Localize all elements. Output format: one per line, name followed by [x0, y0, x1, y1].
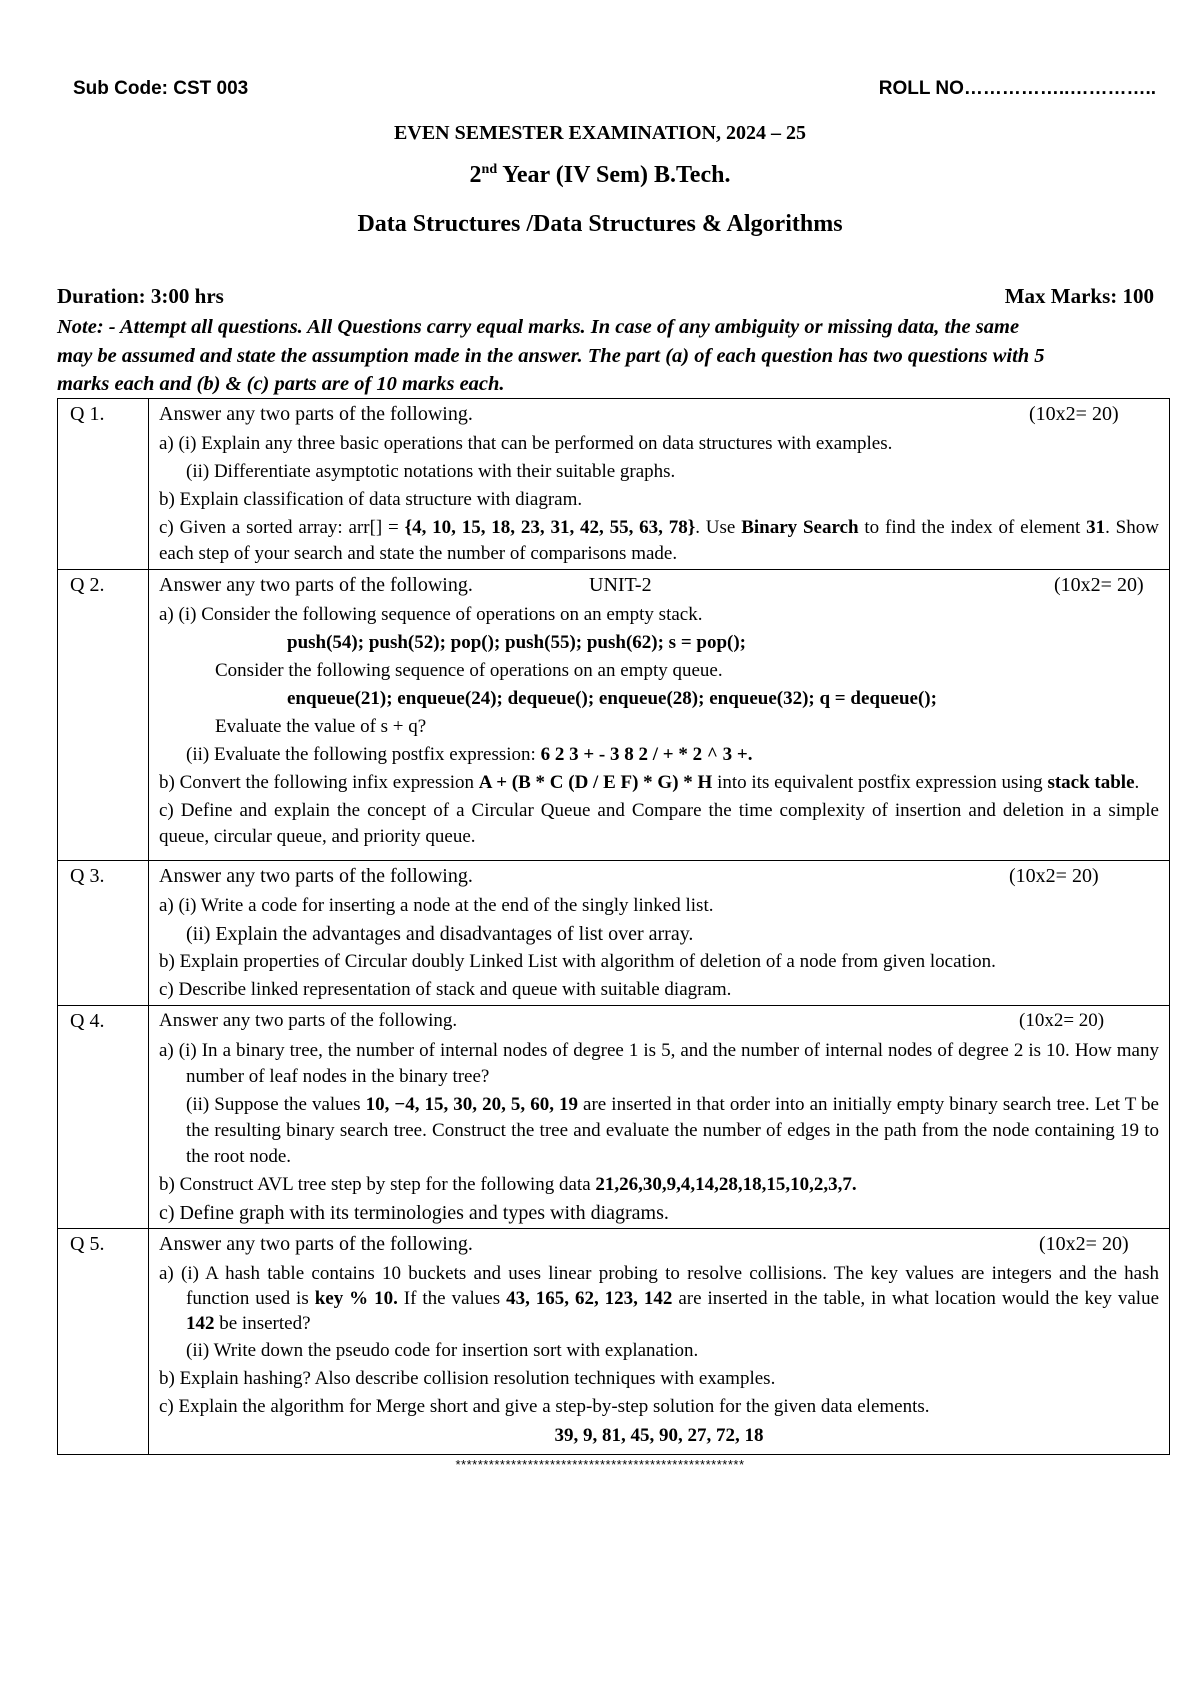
array-values: {4, 10, 15, 18, 23, 31, 42, 55, 63, 78} — [404, 517, 696, 538]
roll-no: ROLL NO……………..………….. — [878, 78, 1156, 99]
bold-term: 31 — [1086, 517, 1106, 538]
question-row — [58, 1229, 1170, 1455]
postfix-expression: 6 2 3 + - 3 8 2 / + * 2 ^ 3 +. — [540, 744, 753, 765]
end-marker: **************************************************** — [455, 1457, 745, 1472]
bold-term: stack table — [1047, 772, 1135, 793]
year-title — [0, 162, 1200, 189]
text-run: . Show each step of your search and state the number of comparisons made. — [159, 517, 1159, 564]
question-body — [149, 1006, 1170, 1229]
question-row — [58, 861, 1170, 1006]
part-a-i: a) (i) Consider the following sequence of operations on an empty stack. — [159, 604, 703, 625]
question-number: Q 3. — [58, 861, 149, 1006]
text-run: . — [1134, 772, 1140, 793]
max-marks: Max Marks: 100 — [1004, 284, 1154, 308]
part-c: c) Describe linked representation of stack and queue with suitable diagram. — [159, 979, 732, 1000]
instruction-text: Answer any two parts of the following. — [159, 1233, 473, 1255]
question-table — [57, 398, 1170, 1455]
part-a-i — [159, 1261, 1159, 1336]
exam-meta — [57, 284, 1154, 309]
sub-code: Sub Code: CST 003 — [73, 78, 249, 99]
question-row — [58, 570, 1170, 861]
question-body — [149, 861, 1170, 1006]
text-run: are inserted in the table, in what location would the key value — [672, 1288, 1160, 1309]
question-body — [149, 399, 1170, 570]
merge-sort-data: 39, 9, 81, 45, 90, 27, 72, 18 — [554, 1425, 764, 1446]
part-a-ii — [159, 742, 1159, 768]
question-number: Q 2. — [58, 570, 149, 861]
text-run: be inserted? — [214, 1313, 311, 1334]
part-c: c) Explain the algorithm for Merge short and give a step-by-step solution for the given data elements. — [159, 1396, 930, 1417]
question-number: Q 5. — [58, 1229, 149, 1455]
part-a-i: a) (i) In a binary tree, the number of internal nodes of degree 1 is 5, and the number of internal nodes of degree 2 is 10. How many number of leaf nodes in the binary tree? — [159, 1040, 1159, 1087]
unit-label: UNIT-2 — [589, 574, 652, 596]
text-run: c) Given a sorted array: arr[] = — [159, 517, 405, 538]
year-rest: Year (IV Sem) B.Tech. — [497, 162, 731, 188]
part-a-i: a) (i) Write a code for inserting a node at the end of the singly linked list. — [159, 895, 714, 916]
part-b: b) Explain classification of data structure with diagram. — [159, 489, 583, 510]
subject-title: Data Structures /Data Structures & Algorithms — [357, 211, 843, 237]
question-row — [58, 399, 1170, 570]
part-c: c) Define graph with its terminologies and types with diagrams. — [159, 1202, 669, 1224]
question-body — [149, 1229, 1170, 1455]
instruction-text: Answer any two parts of the following. — [159, 574, 473, 596]
bold-term: Binary Search — [741, 517, 859, 538]
part-a-ii: (ii) Differentiate asymptotic notations with their suitable graphs. — [186, 461, 676, 482]
year-suffix: nd — [481, 162, 498, 177]
text-run: (ii) Suppose the values — [186, 1094, 366, 1115]
text-run: are inserted in that order into an initially empty binary search tree. Let T be the resulting binary search tree. Construct the tree and evaluate the number of edges in the path from the node containing 19 to the root node. — [186, 1094, 1159, 1167]
queue-operations: enqueue(21); enqueue(24); dequeue(); enqueue(28); enqueue(32); q = dequeue(); — [287, 688, 937, 709]
text-run: b) Construct AVL tree step by step for the following data — [159, 1174, 596, 1195]
part-c: c) Define and explain the concept of a Circular Queue and Compare the time complexity of insertion and deletion in a simple queue, circular queue, and priority queue. — [159, 800, 1159, 847]
year-number: 2 — [469, 162, 482, 188]
text-run: . Use — [695, 517, 742, 538]
marks-label: (10x2= 20) — [1054, 574, 1144, 596]
marks-label: (10x2= 20) — [1019, 1010, 1105, 1031]
queue-intro: Consider the following sequence of operations on an empty queue. — [215, 660, 723, 681]
question-instruction — [159, 399, 1159, 429]
part-b — [159, 770, 1159, 796]
instruction-text: Answer any two parts of the following. — [159, 865, 473, 887]
bst-values: 10, −4, 15, 30, 20, 5, 60, 19 — [365, 1094, 578, 1115]
part-a-i: a) (i) Explain any three basic operations that can be performed on data structures with examples. — [159, 433, 893, 454]
text-run: b) Convert the following infix expression — [159, 772, 479, 793]
hash-function: key % 10. — [314, 1288, 398, 1309]
part-a-ii: (ii) Write down the pseudo code for insertion sort with explanation. — [186, 1340, 699, 1361]
question-number: Q 1. — [58, 399, 149, 570]
hash-values: 43, 165, 62, 123, 142 — [506, 1288, 673, 1309]
bold-term: 142 — [186, 1313, 215, 1334]
question-instruction — [159, 861, 1159, 891]
marks-label: (10x2= 20) — [1029, 403, 1119, 425]
question-instruction — [159, 1229, 1159, 1259]
marks-label: (10x2= 20) — [1009, 865, 1099, 887]
part-b — [159, 1172, 1159, 1198]
infix-expression: A + (B * C (D / E F) * G) * H — [478, 772, 713, 793]
text-run: to find the index of element — [858, 517, 1087, 538]
text-run: If the values — [397, 1288, 507, 1309]
duration: Duration: 3:00 hrs — [57, 284, 224, 308]
instruction-text: Answer any two parts of the following. — [159, 1010, 458, 1031]
evaluate-prompt: Evaluate the value of s + q? — [215, 716, 427, 737]
avl-values: 21,26,30,9,4,14,28,18,15,10,2,3,7. — [595, 1174, 857, 1195]
question-row — [58, 1006, 1170, 1229]
question-instruction — [159, 570, 1159, 600]
question-body — [149, 570, 1170, 861]
question-number: Q 4. — [58, 1006, 149, 1229]
part-c — [159, 515, 1159, 567]
text-run: a) (i) A hash table contains 10 buckets and uses linear probing to resolve collisions. The key values are integers and the hash function used is — [159, 1263, 1159, 1309]
exam-note: Note: - Attempt all questions. All Questions carry equal marks. In case of any ambiguity or missing data, the same may be assumed and state the assumption made in the answer. The part (a) of each question has two questions with 5 marks each and (b) & (c) parts are of 10 marks each. — [57, 316, 1045, 395]
header-line — [73, 78, 1156, 104]
part-a-ii: (ii) Explain the advantages and disadvantages of list over array. — [186, 923, 694, 945]
part-b: b) Explain hashing? Also describe collision resolution techniques with examples. — [159, 1368, 776, 1389]
instruction-text: Answer any two parts of the following. — [159, 403, 473, 425]
marks-label: (10x2= 20) — [1039, 1233, 1129, 1255]
part-a-ii — [159, 1092, 1159, 1170]
question-instruction — [159, 1006, 1159, 1036]
part-b: b) Explain properties of Circular doubly Linked List with algorithm of deletion of a node from given location. — [159, 951, 996, 972]
exam-title: EVEN SEMESTER EXAMINATION, 2024 – 25 — [394, 122, 806, 144]
stack-operations: push(54); push(52); pop(); push(55); push(62); s = pop(); — [287, 632, 747, 653]
text-run: into its equivalent postfix expression using — [712, 772, 1048, 793]
text-run: (ii) Evaluate the following postfix expression: — [186, 744, 541, 765]
